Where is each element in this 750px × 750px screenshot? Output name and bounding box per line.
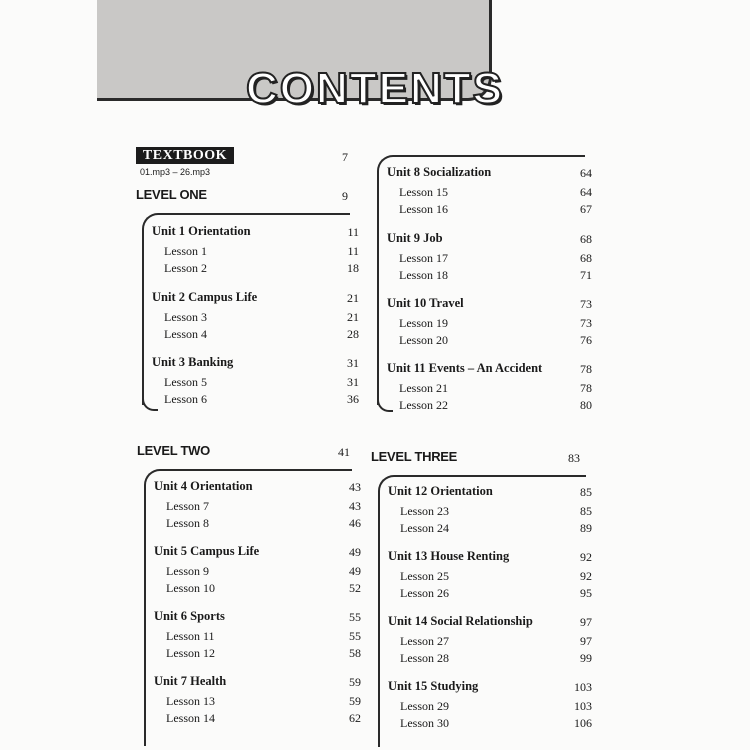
lesson-page-number: 21: [347, 310, 359, 324]
unit-page-number: 49: [349, 545, 361, 559]
lesson-title: Lesson 12: [166, 646, 215, 660]
unit-title: Unit 15 Studying: [388, 679, 479, 693]
lesson-title: Lesson 29: [400, 699, 449, 713]
lesson-title: Lesson 6: [164, 392, 207, 406]
unit-page-number: 55: [349, 610, 361, 624]
lesson-page-number: 68: [580, 251, 592, 265]
lesson-page-number: 85: [580, 504, 592, 518]
unit-page-number: 68: [580, 232, 592, 246]
level-two-right-box-corner: [377, 396, 393, 412]
lesson-page-number: 43: [349, 499, 361, 513]
lesson-page-number: 64: [580, 185, 592, 199]
unit-title: Unit 10 Travel: [387, 296, 464, 310]
lesson-page-number: 46: [349, 516, 361, 530]
level-one-page: 9: [342, 189, 348, 203]
lesson-page-number: 95: [580, 586, 592, 600]
unit-page-number: 92: [580, 550, 592, 564]
textbook-badge: TEXTBOOK: [136, 147, 234, 164]
unit-page-number: 78: [580, 362, 592, 376]
level-two-page: 41: [338, 445, 350, 459]
lesson-title: Lesson 2: [164, 261, 207, 275]
lesson-page-number: 59: [349, 694, 361, 708]
unit-page-number: 85: [580, 485, 592, 499]
unit-title: Unit 12 Orientation: [388, 484, 493, 498]
unit-page-number: 59: [349, 675, 361, 689]
level-three-heading: LEVEL THREE: [371, 449, 458, 464]
unit-title: Unit 2 Campus Life: [152, 290, 258, 304]
level-one-box-corner: [142, 395, 158, 411]
lesson-title: Lesson 13: [166, 694, 215, 708]
lesson-title: Lesson 1: [164, 244, 207, 258]
unit-title: Unit 5 Campus Life: [154, 544, 260, 558]
unit-page-number: 64: [580, 166, 592, 180]
lesson-page-number: 78: [580, 381, 592, 395]
lesson-page-number: 92: [580, 569, 592, 583]
lesson-page-number: 55: [349, 629, 361, 643]
lesson-title: Lesson 16: [399, 202, 448, 216]
unit-page-number: 73: [580, 297, 592, 311]
unit-page-number: 11: [347, 225, 359, 239]
unit-page-number: 97: [580, 615, 592, 629]
unit-title: Unit 8 Socialization: [387, 165, 492, 179]
lesson-page-number: 80: [580, 398, 592, 412]
unit-title: Unit 1 Orientation: [152, 224, 251, 238]
lesson-title: Lesson 5: [164, 375, 207, 389]
unit-title: Unit 7 Health: [154, 674, 227, 688]
unit-title: Unit 9 Job: [387, 231, 443, 245]
lesson-page-number: 31: [347, 375, 359, 389]
level-three-page: 83: [568, 451, 580, 465]
unit-page-number: 21: [347, 291, 359, 305]
lesson-title: Lesson 30: [400, 716, 449, 730]
lesson-title: Lesson 20: [399, 333, 448, 347]
unit-title: Unit 11 Events – An Accident: [387, 361, 543, 375]
page-title: CONTENTS: [246, 64, 504, 113]
unit-page-number: 103: [574, 680, 592, 694]
lesson-page-number: 58: [349, 646, 361, 660]
lesson-title: Lesson 10: [166, 581, 215, 595]
lesson-page-number: 89: [580, 521, 592, 535]
lesson-title: Lesson 19: [399, 316, 448, 330]
lesson-title: Lesson 11: [166, 629, 215, 643]
unit-title: Unit 13 House Renting: [388, 549, 510, 563]
lesson-title: Lesson 22: [399, 398, 448, 412]
lesson-page-number: 73: [580, 316, 592, 330]
lesson-page-number: 62: [349, 711, 361, 725]
lesson-title: Lesson 3: [164, 310, 207, 324]
lesson-title: Lesson 21: [399, 381, 448, 395]
textbook-page-number: 7: [342, 150, 348, 164]
lesson-title: Lesson 7: [166, 499, 209, 513]
lesson-page-number: 103: [574, 699, 592, 713]
lesson-page-number: 99: [580, 651, 592, 665]
lesson-page-number: 36: [347, 392, 359, 406]
lesson-page-number: 28: [347, 327, 359, 341]
unit-title: Unit 14 Social Relationship: [388, 614, 533, 628]
lesson-page-number: 67: [580, 202, 592, 216]
lesson-title: Lesson 4: [164, 327, 207, 341]
lesson-title: Lesson 14: [166, 711, 215, 725]
lesson-title: Lesson 17: [399, 251, 448, 265]
lesson-page-number: 52: [349, 581, 361, 595]
lesson-title: Lesson 24: [400, 521, 449, 535]
lesson-page-number: 76: [580, 333, 592, 347]
level-two-heading: LEVEL TWO: [137, 443, 210, 458]
lesson-page-number: 11: [347, 244, 359, 258]
lesson-title: Lesson 18: [399, 268, 448, 282]
lesson-title: Lesson 23: [400, 504, 449, 518]
lesson-title: Lesson 15: [399, 185, 448, 199]
unit-page-number: 43: [349, 480, 361, 494]
lesson-title: Lesson 28: [400, 651, 449, 665]
lesson-title: Lesson 9: [166, 564, 209, 578]
unit-title: Unit 3 Banking: [152, 355, 234, 369]
lesson-page-number: 106: [574, 716, 592, 730]
lesson-page-number: 97: [580, 634, 592, 648]
lesson-page-number: 18: [347, 261, 359, 275]
unit-title: Unit 4 Orientation: [154, 479, 253, 493]
lesson-title: Lesson 25: [400, 569, 449, 583]
lesson-title: Lesson 8: [166, 516, 209, 530]
unit-title: Unit 6 Sports: [154, 609, 225, 623]
unit-page-number: 31: [347, 356, 359, 370]
level-one-heading: LEVEL ONE: [136, 187, 207, 202]
lesson-title: Lesson 27: [400, 634, 449, 648]
textbook-audio-note: 01.mp3 – 26.mp3: [140, 167, 211, 177]
lesson-page-number: 49: [349, 564, 361, 578]
lesson-page-number: 71: [580, 268, 592, 282]
lesson-title: Lesson 26: [400, 586, 449, 600]
